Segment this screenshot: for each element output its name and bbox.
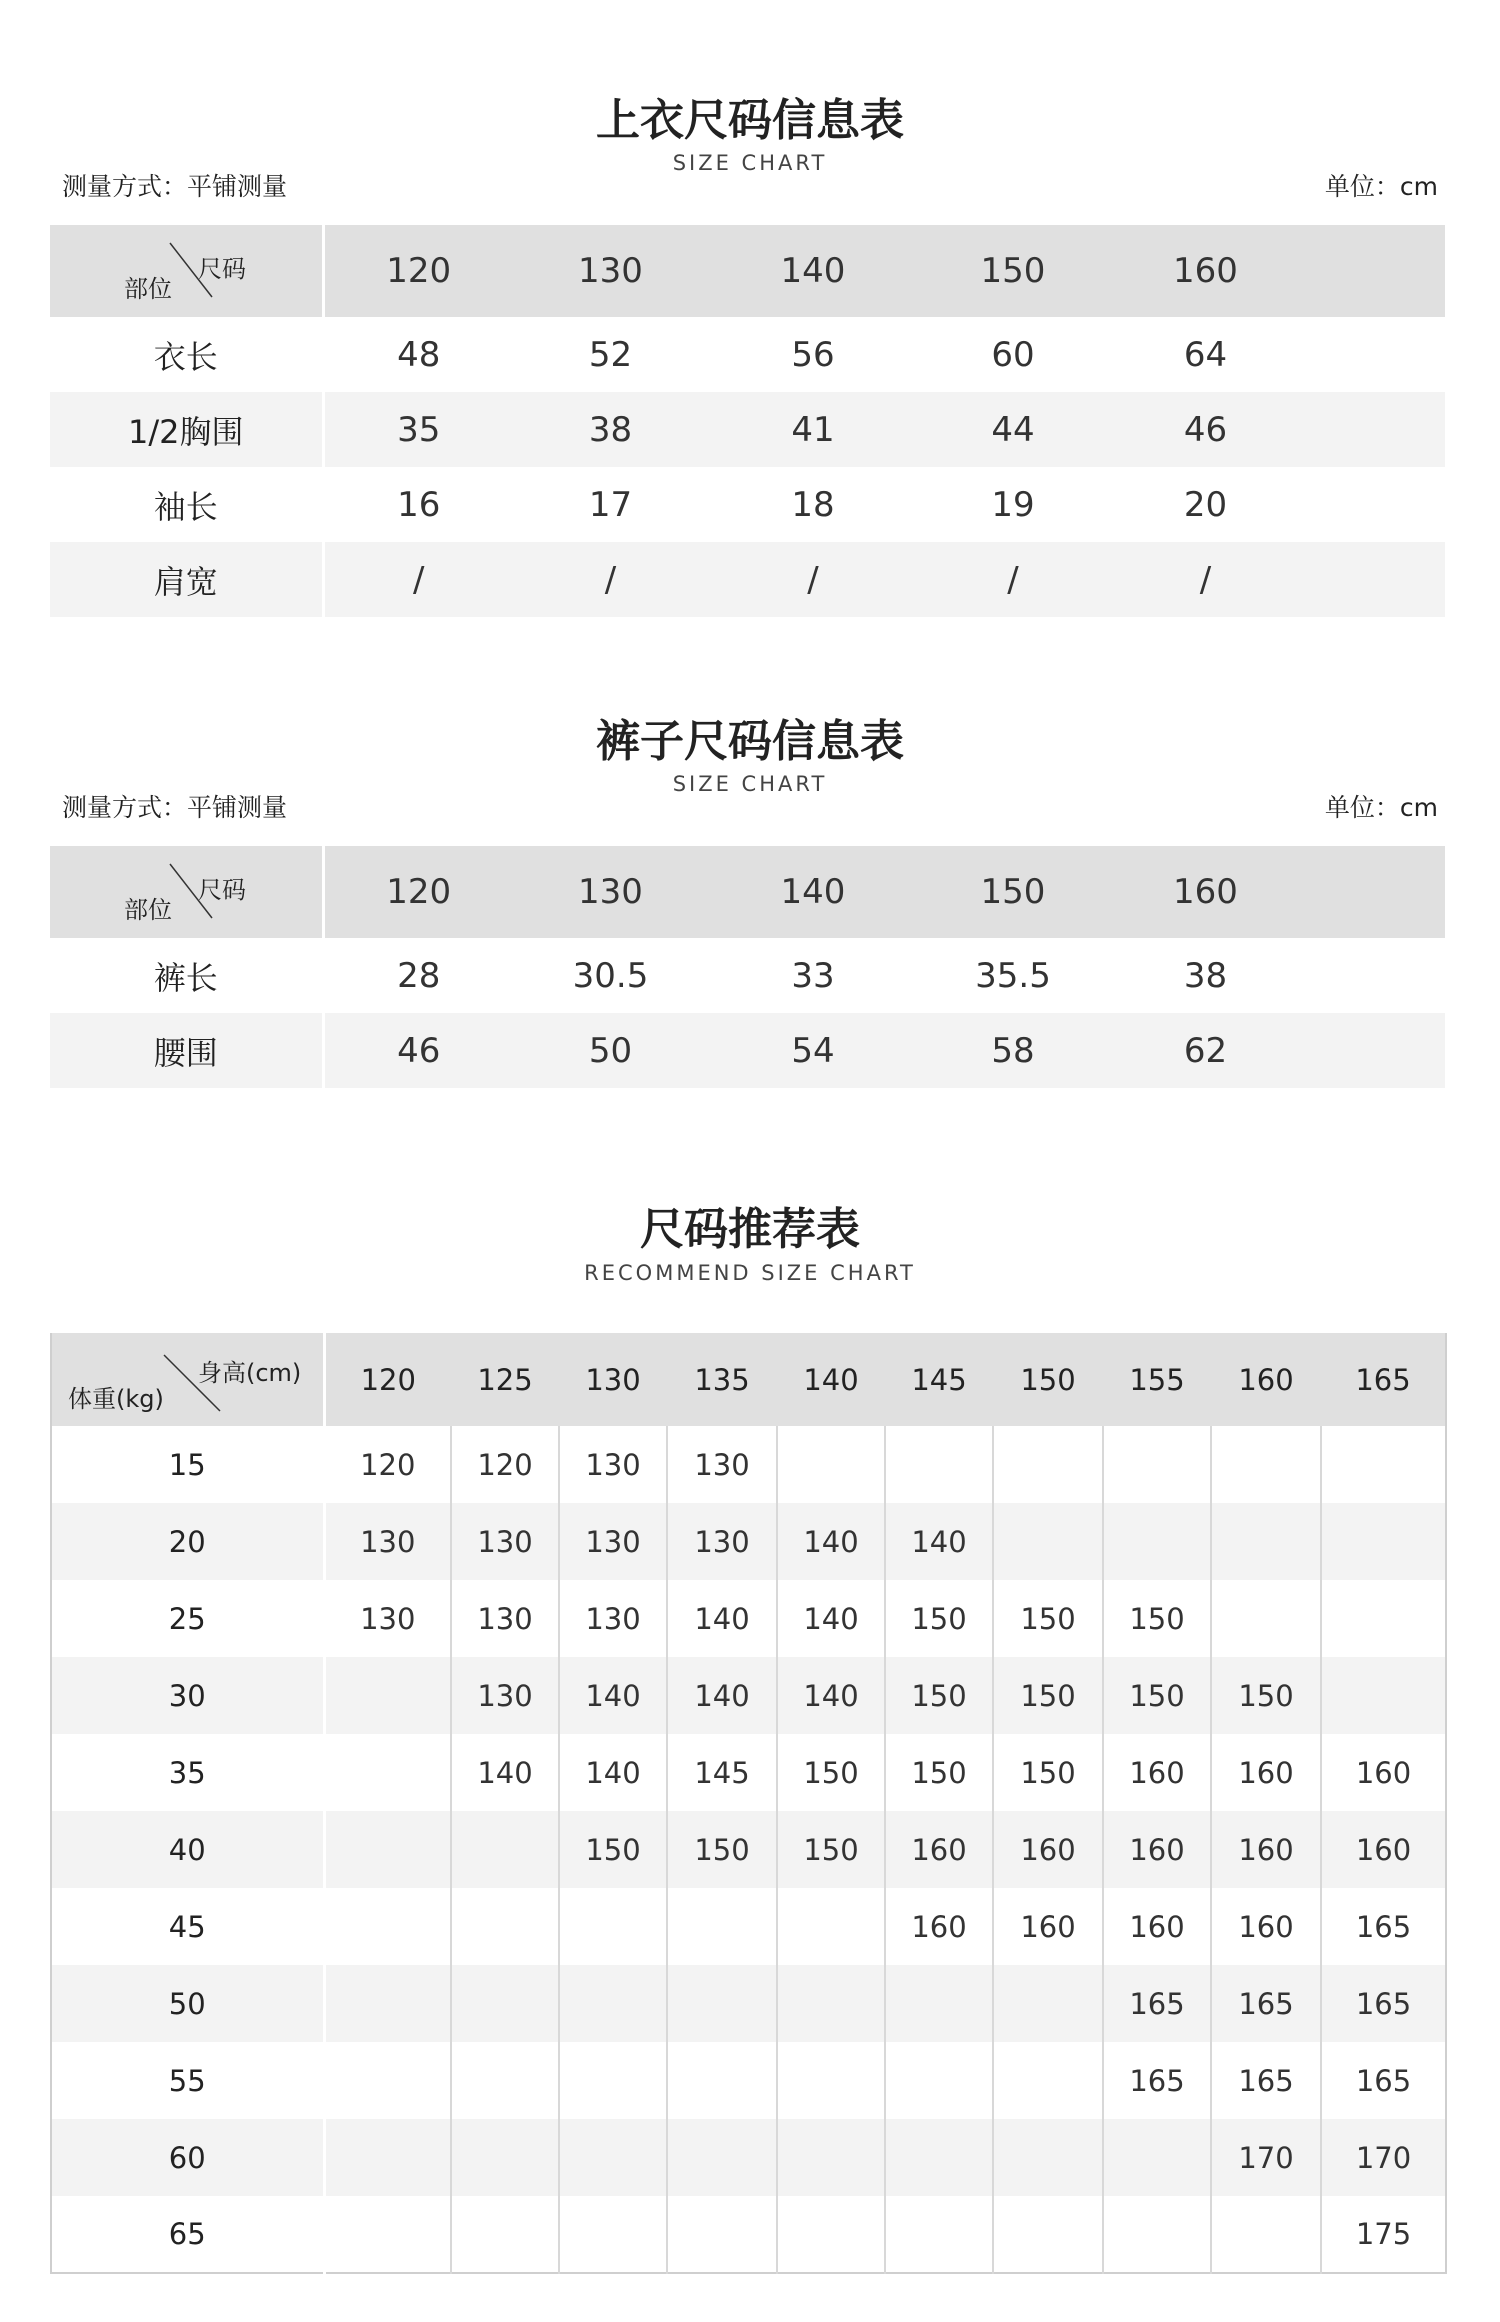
recommended-size-cell	[1211, 2196, 1321, 2273]
recommend-size-table	[50, 1333, 1447, 2274]
height-header: 145	[911, 1362, 967, 1397]
recommended-size-cell	[777, 2042, 885, 2119]
recommended-size-cell: 160	[1211, 1888, 1321, 1965]
recommended-size-cell: 145	[667, 1734, 777, 1811]
height-header: 120	[360, 1362, 416, 1397]
recommended-size-cell: 140	[885, 1503, 993, 1580]
weight-label: 35	[51, 1734, 324, 1811]
recommended-size-cell	[885, 2119, 993, 2196]
cell-value: /	[604, 559, 617, 600]
cell-value: /	[413, 559, 425, 600]
pants-unit: 单位：cm	[1324, 793, 1438, 822]
recommended-size-cell	[324, 1965, 451, 2042]
weight-label: 25	[51, 1580, 324, 1657]
cell-value: 58	[991, 1030, 1035, 1071]
recommended-size-cell: 130	[559, 1426, 667, 1503]
weight-label: 30	[51, 1657, 324, 1734]
table-row	[50, 1013, 1445, 1088]
recommended-size-cell	[667, 2119, 777, 2196]
recommend-chart-title: 尺码推荐表	[640, 1204, 860, 1255]
recommended-size-cell: 160	[1103, 1888, 1211, 1965]
pants-chart-title: 裤子尺码信息表	[596, 716, 904, 767]
table-row	[51, 1426, 1446, 1503]
recommend-corner-cell	[51, 1333, 324, 1426]
weight-label: 15	[51, 1426, 324, 1503]
table-row	[51, 2196, 1446, 2273]
cell-value: 44	[991, 409, 1035, 450]
recommended-size-cell: 150	[885, 1734, 993, 1811]
recommended-size-cell: 160	[993, 1888, 1103, 1965]
recommended-size-cell	[559, 1965, 667, 2042]
size-header: 130	[578, 251, 643, 291]
corner-label-part: 部位	[124, 896, 172, 924]
recommended-size-cell	[451, 2042, 559, 2119]
recommended-size-cell	[1321, 1580, 1446, 1657]
weight-label: 65	[51, 2196, 324, 2273]
table-row	[51, 1888, 1446, 1965]
size-header: 150	[980, 872, 1046, 912]
recommended-size-cell	[667, 1965, 777, 2042]
pants-chart-subtitle: SIZE CHART	[672, 772, 828, 796]
size-header: 120	[386, 251, 452, 291]
recommended-size-cell: 140	[451, 1734, 559, 1811]
recommend-table-body	[51, 1426, 1446, 2273]
size-header: 160	[1173, 872, 1238, 912]
recommended-size-cell	[451, 1811, 559, 1888]
recommended-size-cell: 175	[1321, 2196, 1446, 2273]
recommended-size-cell	[777, 2196, 885, 2273]
recommended-size-cell: 130	[451, 1580, 559, 1657]
height-header: 140	[803, 1362, 859, 1397]
cell-value: 38	[588, 409, 633, 450]
cell-value: /	[807, 559, 819, 600]
height-header: 150	[1020, 1362, 1076, 1397]
height-header: 135	[694, 1362, 750, 1397]
diagonal-divider	[50, 225, 323, 317]
recommended-size-cell: 170	[1321, 2119, 1446, 2196]
recommended-size-cell: 130	[667, 1426, 777, 1503]
pants-corner-cell	[50, 846, 323, 938]
recommended-size-cell	[777, 1965, 885, 2042]
recommended-size-cell	[324, 1888, 451, 1965]
height-header: 160	[1238, 1362, 1294, 1397]
table-row	[51, 1734, 1446, 1811]
size-header: 120	[386, 872, 452, 912]
recommended-size-cell	[993, 1503, 1103, 1580]
recommended-size-cell: 120	[360, 1447, 416, 1482]
recommended-size-cell: 150	[667, 1811, 777, 1888]
recommended-size-cell: 130	[451, 1503, 559, 1580]
size-header: 160	[1173, 251, 1238, 291]
empty-cell	[1303, 938, 1445, 1013]
weight-label: 40	[51, 1811, 324, 1888]
recommended-size-cell	[1211, 1580, 1321, 1657]
recommended-size-cell	[1321, 1657, 1446, 1734]
recommended-size-cell: 165	[1211, 1965, 1321, 2042]
cell-value: 30.5	[572, 955, 649, 996]
recommended-size-cell: 160	[993, 1811, 1103, 1888]
cell-value: 17	[588, 484, 633, 525]
recommended-size-cell: 150	[1103, 1657, 1211, 1734]
recommended-size-cell: 170	[1211, 2119, 1321, 2196]
size-header: 140	[780, 872, 846, 912]
table-row	[50, 317, 1445, 392]
top-chart-subtitle: SIZE CHART	[672, 151, 828, 175]
recommended-size-cell: 165	[1321, 1888, 1446, 1965]
table-row	[50, 542, 1445, 617]
recommended-size-cell	[1103, 2119, 1211, 2196]
weight-label: 60	[51, 2119, 324, 2196]
size-header: 140	[780, 251, 846, 291]
row-label: 裤长	[50, 938, 323, 1013]
recommended-size-cell: 165	[1211, 2042, 1321, 2119]
recommended-size-cell	[777, 1888, 885, 1965]
recommended-size-cell: 160	[1103, 1811, 1211, 1888]
corner-label-part: 部位	[124, 275, 172, 303]
recommended-size-cell: 165	[1103, 2042, 1211, 2119]
cell-value: 20	[1183, 484, 1228, 525]
empty-cell	[1303, 846, 1445, 938]
table-row	[51, 1965, 1446, 2042]
cell-value: 38	[1183, 955, 1228, 996]
table-row	[50, 938, 1445, 1013]
recommended-size-cell: 140	[559, 1734, 667, 1811]
recommended-size-cell	[993, 1426, 1103, 1503]
recommended-size-cell	[885, 2042, 993, 2119]
row-label: 1/2胸围	[50, 392, 323, 467]
height-header: 155	[1129, 1362, 1185, 1397]
table-row	[51, 1657, 1446, 1734]
recommended-size-cell: 140	[667, 1580, 777, 1657]
recommended-size-cell	[324, 1734, 451, 1811]
weight-label: 20	[51, 1503, 324, 1580]
corner-label-size: 尺码	[198, 255, 246, 283]
recommended-size-cell	[1211, 1426, 1321, 1503]
recommended-size-cell	[559, 1888, 667, 1965]
cell-value: 46	[397, 1030, 441, 1071]
diagonal-divider	[50, 846, 323, 938]
recommended-size-cell: 130	[559, 1503, 667, 1580]
corner-label-height: 身高(cm)	[198, 1359, 302, 1387]
weight-label: 55	[51, 2042, 324, 2119]
recommended-size-cell: 160	[1211, 1734, 1321, 1811]
table-row	[51, 1580, 1446, 1657]
recommended-size-cell	[559, 2196, 667, 2273]
row-label: 袖长	[50, 467, 323, 542]
recommended-size-cell: 165	[1321, 2042, 1446, 2119]
recommended-size-cell	[993, 2196, 1103, 2273]
weight-label: 45	[51, 1888, 324, 1965]
recommended-size-cell: 150	[885, 1580, 993, 1657]
recommended-size-cell	[559, 2119, 667, 2196]
recommended-size-cell	[667, 1888, 777, 1965]
recommended-size-cell: 130	[559, 1580, 667, 1657]
recommended-size-cell	[993, 1965, 1103, 2042]
recommended-size-cell	[324, 2119, 451, 2196]
corner-label-size: 尺码	[198, 876, 246, 904]
recommended-size-cell: 150	[1103, 1580, 1211, 1657]
recommended-size-cell: 150	[559, 1811, 667, 1888]
cell-value: 56	[791, 334, 835, 375]
cell-value: 41	[791, 409, 835, 450]
recommended-size-cell: 150	[1211, 1657, 1321, 1734]
cell-value: 19	[991, 484, 1035, 525]
row-label: 衣长	[50, 317, 323, 392]
recommended-size-cell: 160	[1103, 1734, 1211, 1811]
cell-value: 35	[397, 409, 441, 450]
top-header-row	[50, 225, 1445, 317]
top-chart-title: 上衣尺码信息表	[596, 95, 904, 146]
recommended-size-cell: 140	[667, 1657, 777, 1734]
empty-cell	[1303, 542, 1445, 617]
empty-cell	[1303, 392, 1445, 467]
top-corner-cell	[50, 225, 323, 317]
cell-value: 62	[1183, 1030, 1228, 1071]
recommended-size-cell: 165	[1321, 1965, 1446, 2042]
recommended-size-cell	[559, 2042, 667, 2119]
size-header: 150	[980, 251, 1046, 291]
table-row	[50, 467, 1445, 542]
empty-cell	[1303, 225, 1445, 317]
recommended-size-cell	[324, 1657, 451, 1734]
recommended-size-cell	[1103, 1503, 1211, 1580]
table-row	[51, 1503, 1446, 1580]
pants-size-table	[50, 846, 1445, 1088]
pants-measure-method: 测量方式：平铺测量	[62, 793, 288, 822]
recommended-size-cell	[885, 1426, 993, 1503]
recommended-size-cell: 150	[993, 1734, 1103, 1811]
recommended-size-cell	[1321, 1503, 1446, 1580]
table-row	[51, 2042, 1446, 2119]
empty-cell	[1303, 467, 1445, 542]
cell-value: 50	[588, 1030, 633, 1071]
recommended-size-cell	[993, 2042, 1103, 2119]
cell-value: 33	[791, 955, 835, 996]
recommended-size-cell	[667, 2042, 777, 2119]
height-header: 125	[477, 1362, 533, 1397]
height-header: 165	[1355, 1362, 1411, 1397]
recommended-size-cell	[1103, 2196, 1211, 2273]
cell-value: 35.5	[975, 955, 1051, 996]
recommend-header-row	[51, 1333, 1446, 1426]
recommended-size-cell: 160	[1321, 1734, 1446, 1811]
recommended-size-cell	[885, 2196, 993, 2273]
cell-value: 18	[791, 484, 835, 525]
recommended-size-cell	[885, 1965, 993, 2042]
recommended-size-cell: 140	[777, 1503, 885, 1580]
weight-label: 50	[51, 1965, 324, 2042]
row-label: 腰围	[50, 1013, 323, 1088]
recommended-size-cell	[667, 2196, 777, 2273]
recommended-size-cell: 130	[451, 1657, 559, 1734]
pants-header-row	[50, 846, 1445, 938]
recommended-size-cell: 160	[885, 1888, 993, 1965]
recommended-size-cell: 165	[1103, 1965, 1211, 2042]
height-header: 130	[585, 1362, 641, 1397]
recommended-size-cell: 130	[667, 1503, 777, 1580]
recommended-size-cell	[324, 2196, 451, 2273]
recommended-size-cell: 160	[1211, 1811, 1321, 1888]
recommended-size-cell: 130	[360, 1601, 416, 1636]
recommended-size-cell: 120	[451, 1426, 559, 1503]
recommended-size-cell	[451, 2119, 559, 2196]
recommended-size-cell: 150	[885, 1657, 993, 1734]
recommended-size-cell	[324, 2042, 451, 2119]
table-row	[51, 2119, 1446, 2196]
empty-cell	[1303, 317, 1445, 392]
recommended-size-cell: 150	[777, 1811, 885, 1888]
table-row	[50, 392, 1445, 467]
recommended-size-cell: 150	[777, 1734, 885, 1811]
recommended-size-cell	[1103, 1426, 1211, 1503]
cell-value: 16	[397, 484, 441, 525]
recommended-size-cell: 150	[993, 1657, 1103, 1734]
recommended-size-cell: 140	[777, 1580, 885, 1657]
cell-value: 46	[1183, 409, 1228, 450]
row-label: 肩宽	[50, 542, 323, 617]
recommended-size-cell	[451, 1965, 559, 2042]
cell-value: 64	[1183, 334, 1228, 375]
top-measure-method: 测量方式：平铺测量	[62, 172, 288, 201]
cell-value: 28	[397, 955, 441, 996]
recommended-size-cell: 160	[885, 1811, 993, 1888]
recommended-size-cell: 150	[993, 1580, 1103, 1657]
recommended-size-cell: 160	[1321, 1811, 1446, 1888]
cell-value: 52	[588, 334, 633, 375]
size-header: 130	[578, 872, 643, 912]
recommended-size-cell	[451, 2196, 559, 2273]
cell-value: 60	[991, 334, 1035, 375]
recommended-size-cell	[1211, 1503, 1321, 1580]
cell-value: 54	[791, 1030, 835, 1071]
recommended-size-cell	[451, 1888, 559, 1965]
recommended-size-cell	[993, 2119, 1103, 2196]
empty-cell	[1303, 1013, 1445, 1088]
recommended-size-cell: 140	[777, 1657, 885, 1734]
top-size-table	[50, 225, 1447, 617]
corner-label-weight: 体重(kg)	[68, 1385, 164, 1413]
recommended-size-cell	[324, 1811, 451, 1888]
cell-value: /	[1007, 559, 1019, 600]
recommend-chart-subtitle: RECOMMEND SIZE CHART	[584, 1261, 916, 1285]
recommended-size-cell	[777, 2119, 885, 2196]
recommended-size-cell	[1321, 1426, 1446, 1503]
recommended-size-cell: 140	[559, 1657, 667, 1734]
cell-value: 48	[397, 334, 441, 375]
recommended-size-cell	[777, 1426, 885, 1503]
table-row	[51, 1811, 1446, 1888]
top-unit: 单位：cm	[1324, 172, 1438, 201]
recommended-size-cell: 130	[360, 1524, 416, 1559]
cell-value: /	[1199, 559, 1212, 600]
